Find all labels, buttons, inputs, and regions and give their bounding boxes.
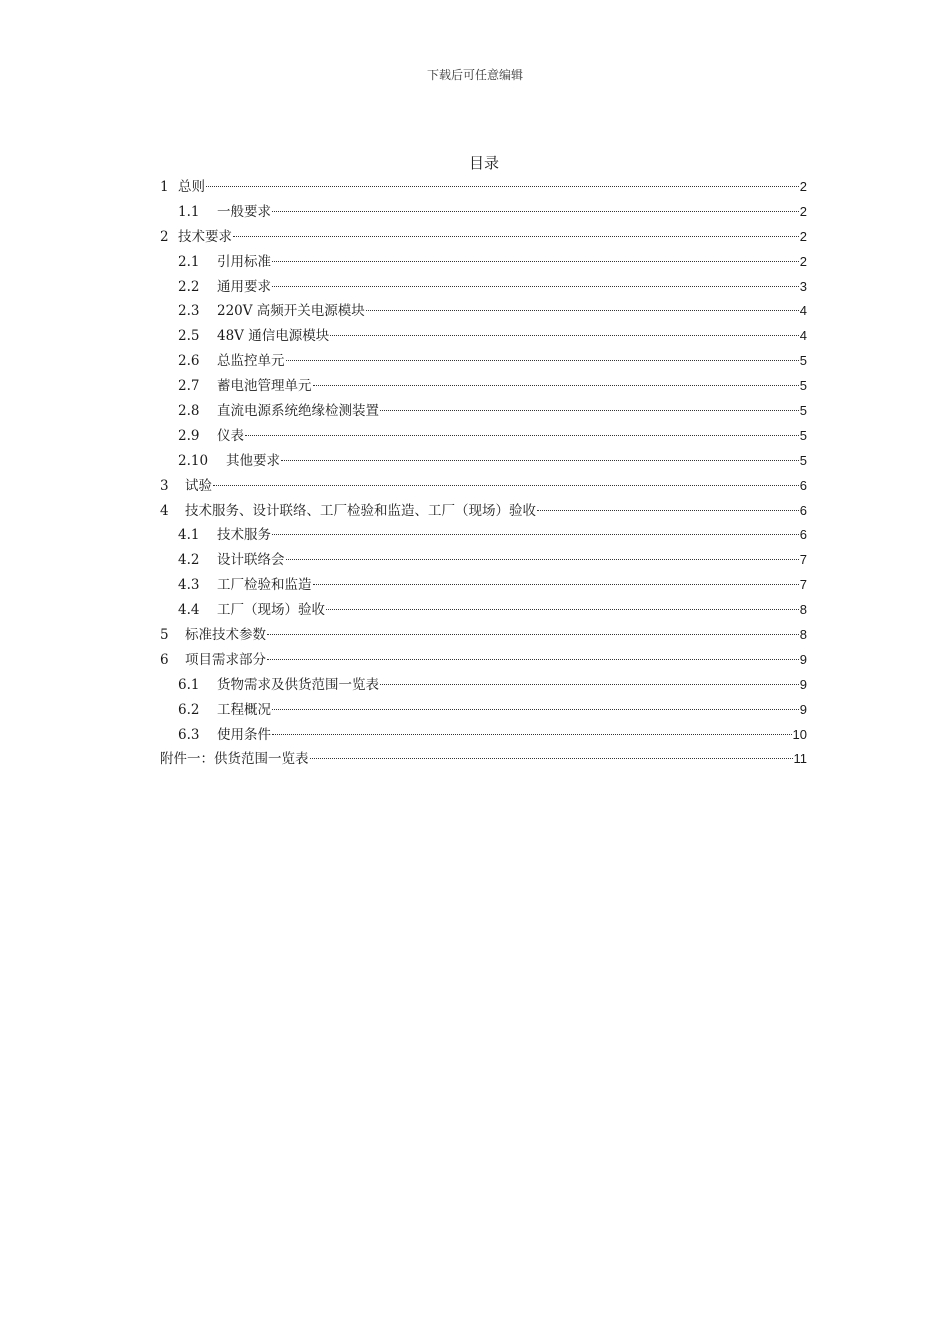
toc-dot-leader <box>366 310 799 311</box>
toc-entry-number: 6.3 <box>178 726 200 743</box>
toc-entry[interactable] <box>160 673 807 698</box>
toc-dot-leader <box>267 659 799 660</box>
toc-entry-title: 项目需求部分 <box>185 651 266 668</box>
toc-entry-title: 工厂（现场）验收 <box>217 602 325 619</box>
toc-entry-number: 2.10 <box>178 452 209 469</box>
toc-dot-leader <box>272 211 799 212</box>
toc-entry-title: 标准技术参数 <box>185 627 266 644</box>
toc-entry-page: 4 <box>799 303 807 319</box>
toc-entry-number: 2.8 <box>178 403 200 420</box>
toc-entry[interactable] <box>160 723 807 748</box>
toc-entry-page: 5 <box>799 353 807 369</box>
toc-entry-number: 6.2 <box>178 701 200 718</box>
toc-entry-title: 技术要求 <box>178 228 232 245</box>
toc-entry-title: 技术服务、设计联络、工厂检验和监造、工厂（现场）验收 <box>185 502 536 519</box>
table-of-contents <box>160 175 807 772</box>
toc-entry-page: 5 <box>799 427 807 443</box>
toc-dot-leader <box>245 435 799 436</box>
toc-entry-page: 5 <box>799 378 807 394</box>
toc-entry-page: 10 <box>792 726 807 742</box>
toc-entry-page: 9 <box>799 676 807 692</box>
toc-entry-title: 总监控单元 <box>217 353 285 370</box>
toc-entry-page: 2 <box>799 203 807 219</box>
toc-entry[interactable] <box>160 175 807 200</box>
toc-entry-page: 11 <box>793 751 807 767</box>
toc-entry-title: 引用标准 <box>217 253 271 270</box>
toc-entry-page: 7 <box>799 552 807 568</box>
toc-dot-leader <box>380 684 799 685</box>
toc-dot-leader <box>330 335 799 336</box>
toc-entry-title: 设计联络会 <box>217 552 285 569</box>
toc-entry-number: 5 <box>160 627 169 644</box>
toc-entry[interactable] <box>160 648 807 673</box>
toc-dot-leader <box>272 709 799 710</box>
toc-entry-title: 总则 <box>178 179 205 195</box>
toc-dot-leader <box>272 261 799 262</box>
toc-entry-page: 3 <box>799 278 807 294</box>
toc-entry-number: 2.9 <box>178 427 200 444</box>
toc-entry-title: 试验 <box>185 477 212 494</box>
toc-entry-page: 6 <box>799 477 807 493</box>
toc-entry-title: 直流电源系统绝缘检测装置 <box>217 403 379 420</box>
toc-dot-leader <box>233 236 799 237</box>
toc-dot-leader <box>272 286 799 287</box>
toc-entry-number: 4.4 <box>178 602 200 619</box>
toc-entry[interactable] <box>160 349 807 374</box>
toc-entry[interactable] <box>160 747 807 772</box>
toc-entry-title: 技术服务 <box>217 527 271 544</box>
toc-entry[interactable] <box>160 299 807 324</box>
toc-entry-number: 1 <box>160 179 169 195</box>
toc-entry[interactable] <box>160 275 807 300</box>
toc-entry-page: 6 <box>799 502 807 518</box>
toc-entry-number: 2.7 <box>178 378 200 395</box>
toc-entry-title: 蓄电池管理单元 <box>217 378 312 395</box>
toc-entry[interactable] <box>160 424 807 449</box>
toc-entry-page: 6 <box>799 527 807 543</box>
toc-entry-page: 4 <box>799 328 807 344</box>
toc-dot-leader <box>310 758 793 759</box>
toc-entry-number: 2.6 <box>178 353 200 370</box>
toc-entry-number: 4.2 <box>178 552 200 569</box>
toc-entry-number: 2.2 <box>178 278 200 295</box>
toc-entry-title: 使用条件 <box>217 726 271 743</box>
toc-entry-number: 4 <box>160 502 169 519</box>
page-header-note: 下载后可任意编辑 <box>426 68 523 82</box>
toc-entry[interactable] <box>160 225 807 250</box>
toc-dot-leader <box>313 584 799 585</box>
toc-entry-title: 220V 高频开关电源模块 <box>217 303 365 320</box>
toc-entry-page: 7 <box>799 577 807 593</box>
toc-entry-number: 1.1 <box>178 203 200 220</box>
toc-entry-title: 工厂检验和监造 <box>217 577 312 594</box>
toc-dot-leader <box>313 385 799 386</box>
toc-entry-number: 2.1 <box>178 253 200 270</box>
toc-dot-leader <box>286 360 799 361</box>
toc-dot-leader <box>267 634 799 635</box>
toc-entry[interactable] <box>160 499 807 524</box>
toc-dot-leader <box>213 485 799 486</box>
toc-entry-page: 5 <box>799 403 807 419</box>
toc-entry-title: 一般要求 <box>217 203 271 220</box>
toc-entry[interactable] <box>160 449 807 474</box>
toc-dot-leader <box>537 510 799 511</box>
toc-entry-page: 9 <box>799 651 807 667</box>
toc-dot-leader <box>380 410 799 411</box>
toc-entry[interactable] <box>160 573 807 598</box>
toc-entry-page: 2 <box>799 253 807 269</box>
toc-entry[interactable] <box>160 598 807 623</box>
toc-entry-title: 工程概况 <box>217 701 271 718</box>
toc-entry-page: 5 <box>799 452 807 468</box>
toc-entry[interactable] <box>160 623 807 648</box>
toc-entry[interactable] <box>160 523 807 548</box>
toc-entry[interactable] <box>160 200 807 225</box>
toc-entry-number: 2.5 <box>178 328 200 345</box>
toc-entry-title: 其他要求 <box>226 452 280 469</box>
toc-entry[interactable] <box>160 698 807 723</box>
toc-dot-leader <box>326 609 799 610</box>
toc-entry[interactable] <box>160 324 807 349</box>
toc-entry-page: 2 <box>799 228 807 244</box>
toc-dot-leader <box>206 186 799 187</box>
toc-entry-number: 4.3 <box>178 577 200 594</box>
toc-dot-leader <box>272 534 799 535</box>
toc-dot-leader <box>281 460 799 461</box>
toc-entry[interactable] <box>160 374 807 399</box>
toc-dot-leader <box>286 559 799 560</box>
toc-entry[interactable] <box>160 250 807 275</box>
toc-dot-leader <box>272 734 792 735</box>
toc-entry-number: 4.1 <box>178 527 200 544</box>
toc-title: 目录 <box>468 154 499 172</box>
toc-entry-title: 通用要求 <box>217 278 271 295</box>
toc-entry-page: 8 <box>799 602 807 618</box>
toc-entry-page: 8 <box>799 627 807 643</box>
toc-entry[interactable] <box>160 548 807 573</box>
toc-entry-number: 3 <box>160 477 169 494</box>
toc-entry-number: 6.1 <box>178 676 200 693</box>
toc-entry[interactable] <box>160 474 807 499</box>
toc-entry-page: 9 <box>799 701 807 717</box>
toc-entry-title: 仪表 <box>217 427 244 444</box>
toc-entry-number: 6 <box>160 651 169 668</box>
toc-entry-page: 2 <box>799 179 807 194</box>
toc-entry-title: 货物需求及供货范围一览表 <box>217 676 379 693</box>
toc-entry-number: 2 <box>160 228 169 245</box>
toc-entry-title: 附件一：供货范围一览表 <box>160 751 309 768</box>
toc-entry-title: 48V 通信电源模块 <box>217 328 330 345</box>
toc-entry-number: 2.3 <box>178 303 200 320</box>
toc-entry[interactable] <box>160 399 807 424</box>
